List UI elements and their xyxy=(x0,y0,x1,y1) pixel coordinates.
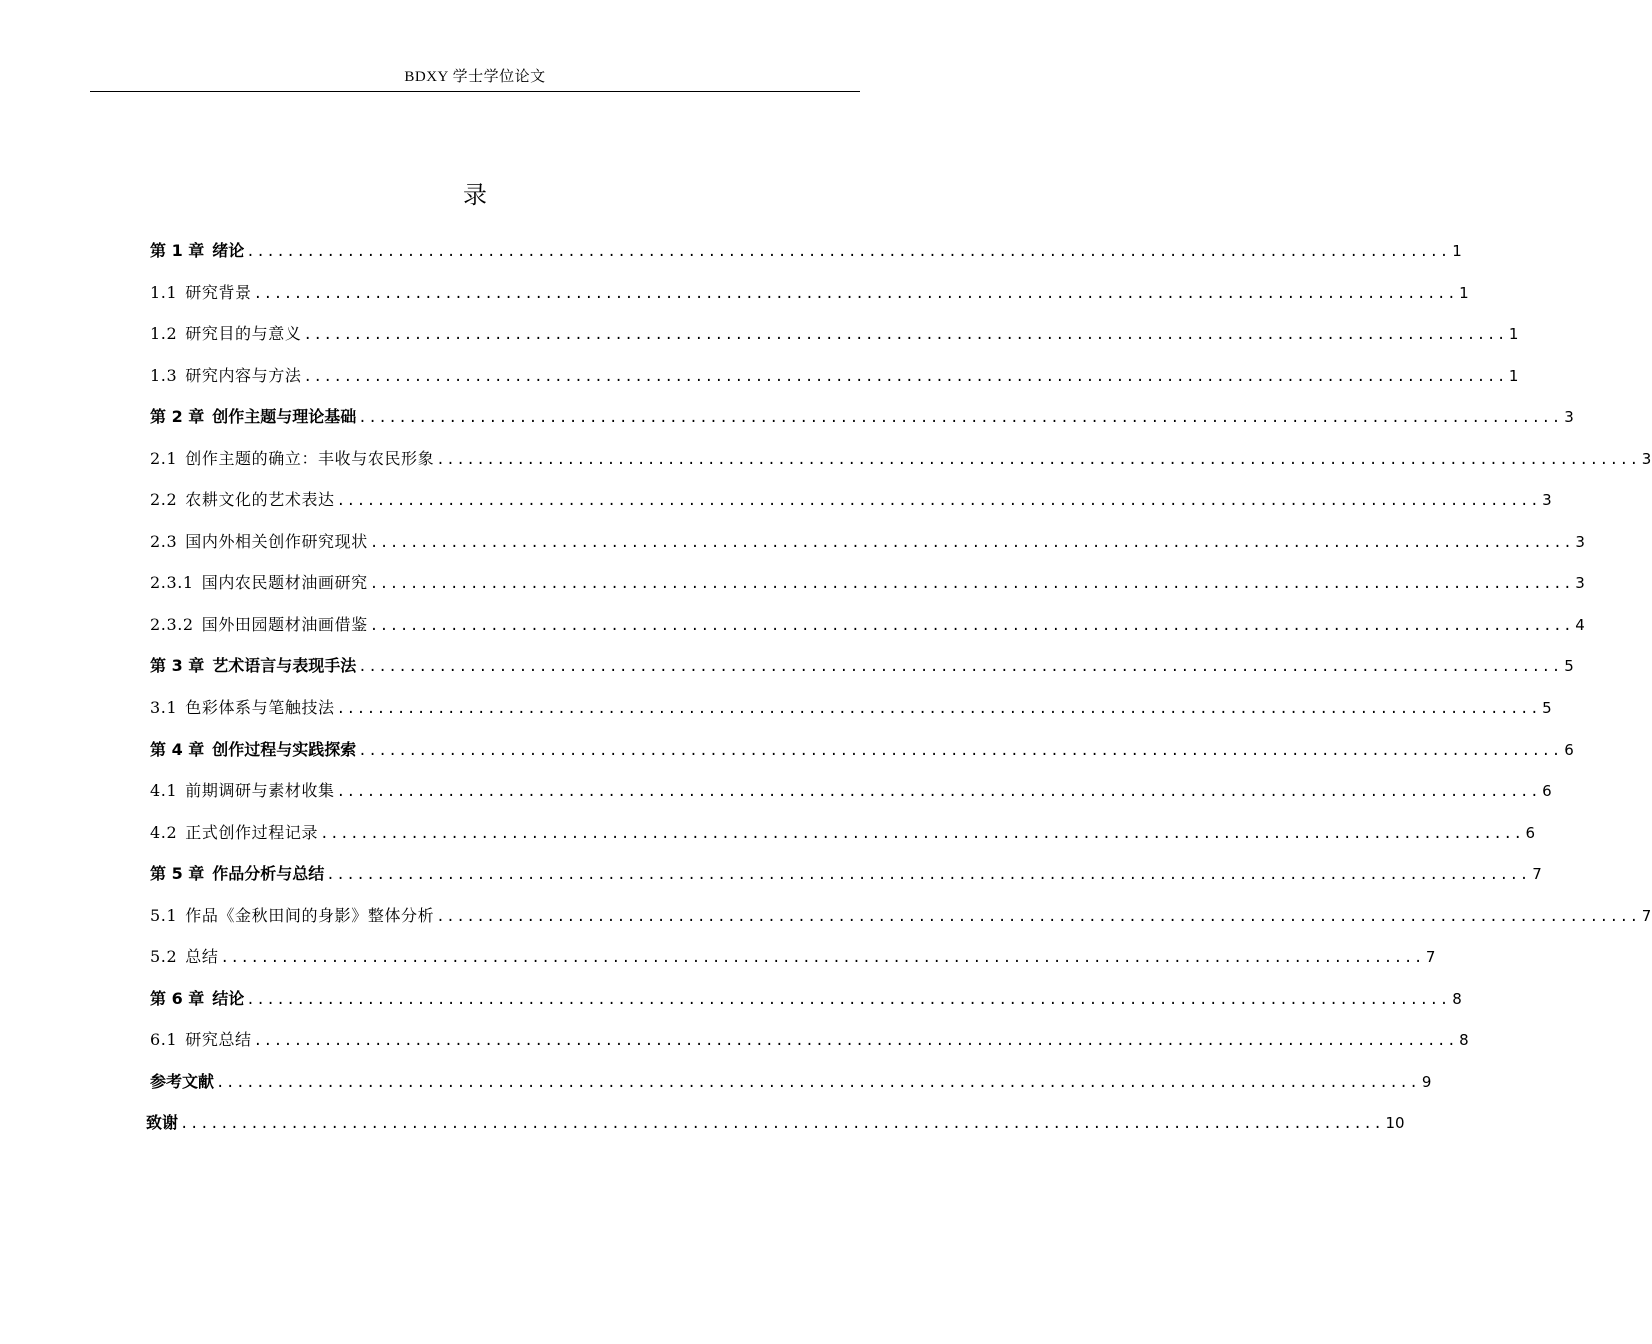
toc-entry-references[interactable] xyxy=(150,1069,1432,1111)
toc-entry-label xyxy=(150,695,335,718)
toc-entry-page: 3 xyxy=(1542,491,1553,510)
toc-entry-2-3-2[interactable] xyxy=(150,612,1586,654)
toc-entry-number: 1.3 xyxy=(150,365,178,385)
toc-entry-1-3[interactable] xyxy=(150,363,1520,405)
dot-leader: ........................................................................................................................ xyxy=(180,1116,1384,1133)
toc-entry-number: 第 6 章 xyxy=(150,988,205,1008)
toc-entry-page: 7 xyxy=(1532,865,1542,884)
toc-entry-page: 1 xyxy=(1459,283,1470,302)
toc-entry-ch6[interactable] xyxy=(150,986,1462,1028)
toc-entry-page: 1 xyxy=(1452,242,1462,260)
toc-entry-title: 正式创作过程记录 xyxy=(185,822,319,842)
toc-entry-label xyxy=(150,280,252,303)
toc-entry-number: 第 2 章 xyxy=(150,407,205,427)
toc-entry-label xyxy=(150,570,368,593)
dot-leader: ........................................................................................................................ xyxy=(358,742,1562,759)
toc-entry-label xyxy=(150,1069,214,1092)
toc-entry-title: 作品分析与总结 xyxy=(212,864,325,884)
toc-entry-number: 第 5 章 xyxy=(150,864,205,884)
dot-leader: ........................................................................................................................ xyxy=(358,659,1562,676)
toc-entry-title: 研究目的与意义 xyxy=(185,324,302,344)
toc-entry-title: 农耕文化的艺术表达 xyxy=(185,490,335,510)
toc-entry-number: 3.1 xyxy=(150,698,178,718)
toc-entry-ch1[interactable] xyxy=(150,238,1462,280)
page-header xyxy=(90,64,860,92)
toc-entry-title: 国内农民题材油画研究 xyxy=(201,573,368,593)
toc-entry-page: 10 xyxy=(1385,1114,1405,1133)
toc-entry-number: 1.2 xyxy=(150,324,178,344)
toc-entry-label xyxy=(150,238,244,261)
toc-entry-4-1[interactable] xyxy=(150,778,1553,820)
toc-entry-ch5[interactable] xyxy=(150,861,1542,903)
toc-entry-2-2[interactable] xyxy=(150,487,1553,529)
toc-entry-title: 研究总结 xyxy=(185,1030,252,1050)
toc-title: 录 xyxy=(463,181,487,209)
toc-entry-label xyxy=(150,612,368,635)
dot-leader: ........................................................................................................................ xyxy=(216,1074,1420,1091)
toc-entry-5-1[interactable] xyxy=(150,903,1652,945)
toc-entry-title: 创作过程与实践探索 xyxy=(212,739,357,759)
toc-entry-label xyxy=(150,529,368,552)
toc-entry-page: 8 xyxy=(1459,1031,1470,1050)
dot-leader: ........................................................................................................................ xyxy=(320,825,1524,842)
toc-entry-4-2[interactable] xyxy=(150,820,1536,862)
toc-entry-number: 1.1 xyxy=(150,282,178,302)
toc-entry-page: 7 xyxy=(1425,948,1437,967)
toc-entry-2-3[interactable] xyxy=(150,529,1586,571)
dot-leader: ........................................................................................................................ xyxy=(436,908,1640,925)
toc-entry-label xyxy=(150,861,324,884)
toc-entry-number: 第 1 章 xyxy=(150,241,205,260)
dot-leader: ........................................................................................................................ xyxy=(220,950,1424,967)
toc-entry-page: 9 xyxy=(1421,1072,1432,1091)
dot-leader: ........................................................................................................................ xyxy=(336,701,1541,718)
toc-entry-label xyxy=(150,986,244,1009)
toc-entry-title: 国外田园题材油画借鉴 xyxy=(201,614,368,634)
dot-leader: ........................................................................................................................ xyxy=(358,410,1562,427)
dot-leader: ........................................................................................................................ xyxy=(303,368,1507,385)
toc-entry-page: 8 xyxy=(1452,989,1462,1008)
dot-leader: ........................................................................................................................ xyxy=(369,617,1574,634)
toc-entry-page: 3 xyxy=(1641,449,1652,468)
toc-entry-title: 创作主题与理论基础 xyxy=(212,407,357,427)
toc-entry-page: 3 xyxy=(1575,532,1586,551)
toc-entry-label xyxy=(150,487,335,510)
toc-entry-title: 参考文献 xyxy=(150,1071,215,1091)
toc-entry-2-1[interactable] xyxy=(150,446,1652,488)
toc-entry-number: 2.3.1 xyxy=(150,573,194,593)
toc-entry-page: 6 xyxy=(1564,740,1574,759)
dot-leader: ........................................................................................................................ xyxy=(253,285,1458,302)
toc-list xyxy=(146,238,1652,1152)
toc-entry-number: 5.2 xyxy=(150,947,178,967)
toc-entry-label xyxy=(150,653,356,676)
dot-leader: ........................................................................................................................ xyxy=(369,534,1574,551)
toc-entry-title: 研究背景 xyxy=(185,282,252,302)
dot-leader: ........................................................................................................................ xyxy=(246,991,1450,1008)
toc-entry-label xyxy=(150,903,434,926)
toc-entry-title: 艺术语言与表现手法 xyxy=(212,656,357,676)
dot-leader: ........................................................................................................................ xyxy=(336,784,1541,801)
toc-entry-label xyxy=(150,321,301,344)
toc-entry-page: 4 xyxy=(1575,615,1586,634)
toc-entry-ch2[interactable] xyxy=(150,404,1574,446)
dot-leader: ........................................................................................................................ xyxy=(336,493,1541,510)
toc-entry-title: 国内外相关创作研究现状 xyxy=(185,531,368,551)
toc-entry-number: 2.3 xyxy=(150,531,178,551)
toc-entry-page: 3 xyxy=(1575,574,1586,593)
header-text: BDXY 学士学位论文 xyxy=(404,69,546,85)
toc-entry-number: 2.1 xyxy=(150,448,178,468)
toc-entry-label xyxy=(150,820,318,843)
toc-entry-label xyxy=(150,1027,252,1050)
dot-leader: ........................................................................................................................ xyxy=(369,576,1574,593)
toc-entry-page: 3 xyxy=(1564,408,1574,427)
toc-entry-page: 1 xyxy=(1508,366,1520,385)
toc-entry-title: 前期调研与素材收集 xyxy=(185,781,335,801)
toc-entry-3-1[interactable] xyxy=(150,695,1553,737)
toc-entry-number: 4.2 xyxy=(150,822,178,842)
toc-entry-1-1[interactable] xyxy=(150,280,1470,322)
toc-entry-number: 5.1 xyxy=(150,905,178,925)
toc-entry-title: 绪论 xyxy=(212,241,245,260)
toc-entry-number: 2.2 xyxy=(150,490,178,510)
toc-entry-title: 总结 xyxy=(185,947,219,967)
toc-entry-page: 7 xyxy=(1641,906,1652,925)
toc-entry-ch3[interactable] xyxy=(150,653,1574,695)
dot-leader: ........................................................................................................................ xyxy=(436,451,1640,468)
toc-entry-title: 创作主题的确立：丰收与农民形象 xyxy=(185,448,435,468)
dot-leader: ........................................................................................................................ xyxy=(253,1033,1458,1050)
toc-entry-page: 6 xyxy=(1542,782,1553,801)
toc-entry-page: 5 xyxy=(1564,657,1574,676)
toc-entry-title: 结论 xyxy=(212,988,245,1008)
toc-entry-2-3-1[interactable] xyxy=(150,570,1586,612)
dot-leader: ........................................................................................................................ xyxy=(326,867,1530,884)
toc-entry-title: 作品《金秋田间的身影》整体分析 xyxy=(185,905,435,925)
toc-entry-title: 色彩体系与笔触技法 xyxy=(185,698,335,718)
toc-entry-label xyxy=(150,446,434,469)
toc-entry-label xyxy=(150,363,301,386)
toc-entry-5-2[interactable] xyxy=(150,944,1437,986)
toc-entry-number: 4.1 xyxy=(150,781,178,801)
toc-entry-title: 致谢 xyxy=(146,1113,179,1133)
toc-entry-6-1[interactable] xyxy=(150,1027,1470,1069)
toc-entry-page: 5 xyxy=(1542,699,1553,718)
toc-entry-title: 研究内容与方法 xyxy=(185,365,302,385)
toc-entry-acknowledgements[interactable] xyxy=(146,1110,1405,1152)
toc-entry-ch4[interactable] xyxy=(150,737,1574,779)
dot-leader: ........................................................................................................................ xyxy=(303,327,1507,344)
dot-leader: ........................................................................................................................ xyxy=(246,244,1450,260)
toc-entry-label xyxy=(150,944,218,967)
toc-entry-page: 6 xyxy=(1525,823,1536,842)
toc-entry-1-2[interactable] xyxy=(150,321,1520,363)
toc-entry-label xyxy=(150,404,356,427)
toc-entry-number: 2.3.2 xyxy=(150,614,194,634)
toc-entry-page: 1 xyxy=(1508,325,1520,344)
toc-entry-number: 第 3 章 xyxy=(150,656,205,676)
toc-entry-number: 6.1 xyxy=(150,1030,178,1050)
toc-entry-number: 第 4 章 xyxy=(150,739,205,759)
toc-entry-label xyxy=(150,778,335,801)
toc-entry-label xyxy=(146,1110,178,1133)
toc-entry-label xyxy=(150,737,356,760)
